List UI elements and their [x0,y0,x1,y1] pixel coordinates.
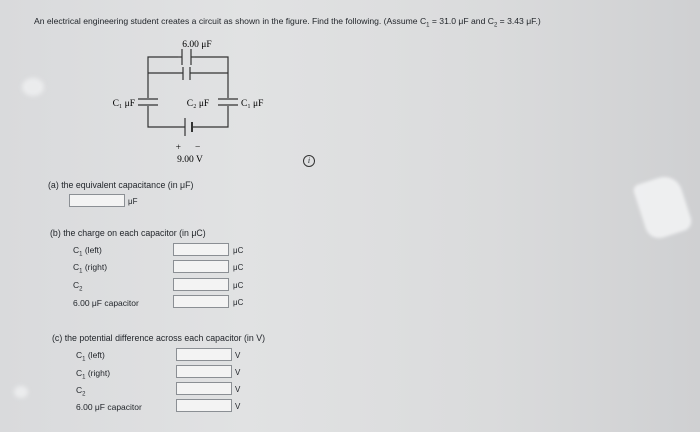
part-a-heading: (a) the equivalent capacitance (in μF) [48,180,194,190]
battery-minus: − [195,143,201,153]
part-b-label-c1-left: $C_1$ (left) [73,245,102,258]
battery-label: 9.00 V [177,155,203,165]
part-b-input-c2[interactable] [173,278,229,291]
part-c-heading: (c) the potential difference across each capacitor (in V) [52,333,266,343]
left-capacitor-label: C₁ μF [112,99,135,109]
part-c-unit: V [235,385,241,394]
part-c-label-c2: $C_2$ [76,385,86,398]
part-b-input-c1-right[interactable] [173,260,229,273]
part-b-label-6uf: 6.00 μF capacitor [73,298,139,308]
battery-plus: + [175,143,181,153]
top-capacitor-label: 6.00 μF [182,40,212,50]
top-branch-wire [148,57,228,73]
part-b-unit: μC [233,281,244,290]
part-c-unit: V [235,351,241,360]
part-b-unit: μC [233,263,244,272]
part-b-input-6uf[interactable] [173,295,229,308]
left-wire [148,73,182,127]
part-c-input-6uf[interactable] [176,399,232,412]
part-c-input-c2[interactable] [176,382,232,395]
part-b-input-c1-left[interactable] [173,243,229,256]
light-spot [14,386,28,398]
part-b-label-c2: $C_2$ [73,280,83,293]
part-c-label-c1-left: $C_1$ (left) [76,350,105,363]
problem-statement: An electrical engineering student creates a circuit as shown in the figure. Find the following. (Assume $C_1 = 31.0$ μF and $C_2 = 3.43$ μF.) [34,16,541,29]
part-b-label-c1-right: $C_1$ (right) [73,262,108,275]
part-c-unit: V [235,402,241,411]
right-capacitor-label: C₁ μF [241,99,264,109]
circuit-diagram [98,30,298,170]
middle-capacitor-label: C₂ μF [186,99,210,109]
part-b-unit: μC [233,298,244,307]
part-c-label-c1-right: $C_1$ (right) [76,368,111,381]
part-c-input-c1-right[interactable] [176,365,232,378]
info-icon[interactable]: i [303,155,315,167]
part-c-input-c1-left[interactable] [176,348,232,361]
part-c-label-6uf: 6.00 μF capacitor [76,402,142,412]
part-c-unit: V [235,368,241,377]
part-b-unit: μC [233,246,244,255]
light-spot [22,78,44,96]
part-a-unit: μF [128,197,138,206]
part-a-input[interactable] [69,194,125,207]
part-b-heading: (b) the charge on each capacitor (in μC) [50,228,206,238]
